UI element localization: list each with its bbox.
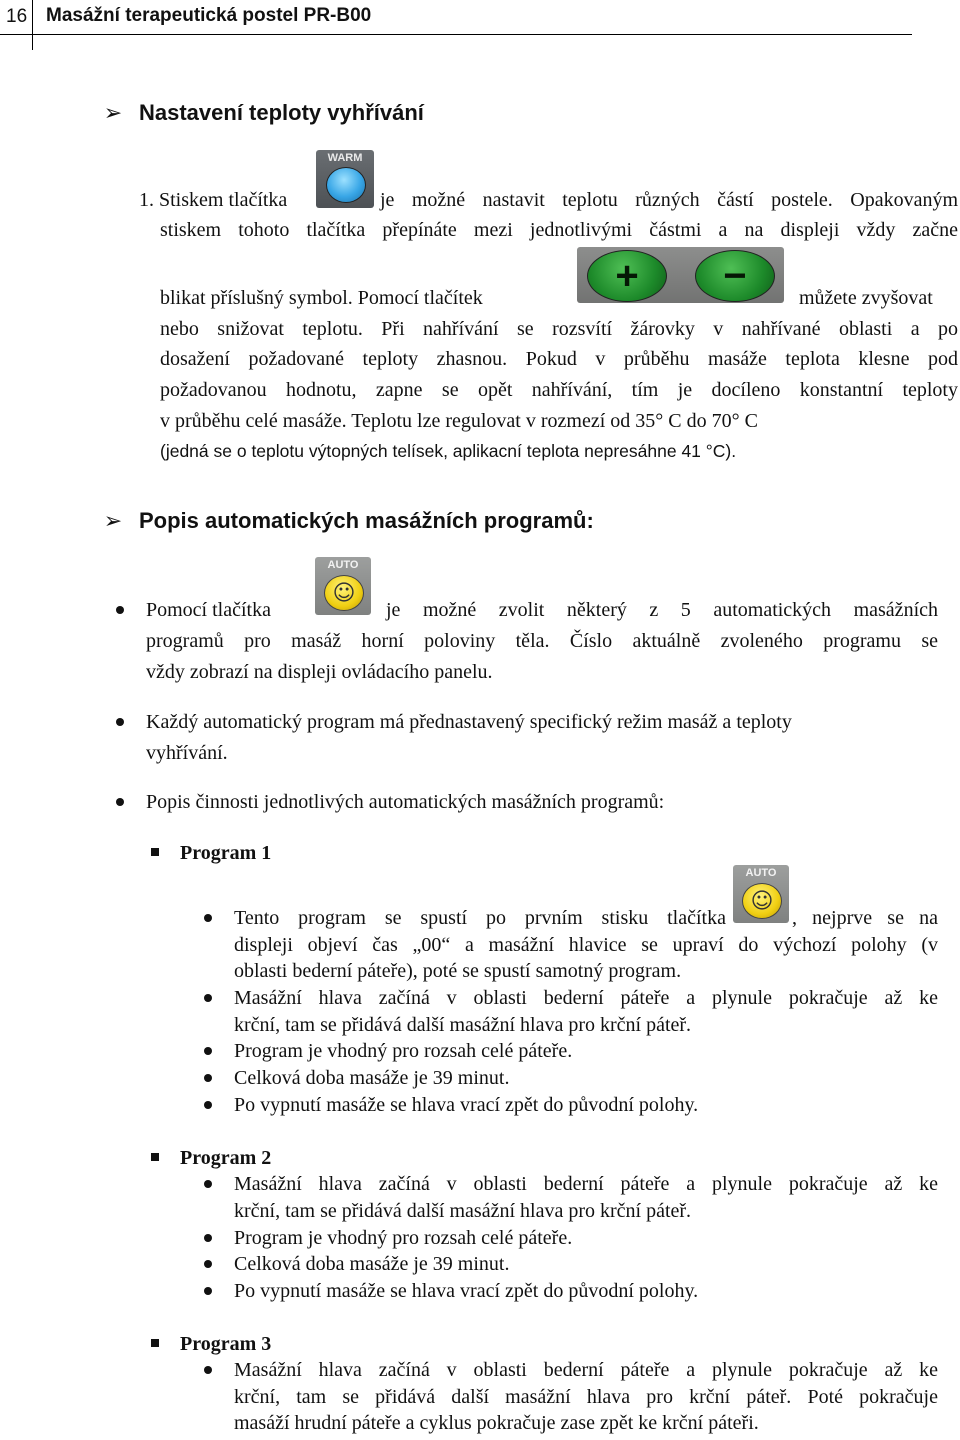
list-bullet: [204, 1101, 212, 1109]
paragraph-line: v průběhu celé masáže. Teplotu lze regulovat v rozmezí od 35° C do 70° C: [160, 410, 758, 432]
smiley-icon: ☺: [742, 883, 782, 919]
paragraph-line: blikat příslušný symbol. Pomocí tlačítek: [160, 287, 483, 309]
section-heading-programs: Popis automatických masážních programů:: [139, 508, 594, 533]
plus-button-icon: +: [587, 250, 667, 302]
paragraph-line: Masážní hlava začíná v oblasti bederní páteře a plynule pokračuje až ke: [234, 1173, 938, 1195]
list-bullet: [204, 1234, 212, 1242]
paragraph-line: Program je vhodný pro rozsah celé páteře.: [234, 1227, 573, 1249]
list-bullet: [204, 1287, 212, 1295]
page-number: 16: [6, 6, 28, 27]
list-bullet: [204, 1260, 212, 1268]
document-title: Masážní terapeutická postel PR-B00: [46, 5, 372, 26]
list-bullet: [116, 606, 124, 614]
paragraph-line: vždy zobrazí na displeji ovládacího panelu.: [146, 661, 493, 683]
paragraph-line: Celková doba masáže je 39 minut.: [234, 1067, 510, 1089]
paragraph-line: Tento program se spustí po prvním stisku tlačítka: [234, 907, 726, 929]
square-bullet-icon: [151, 1153, 159, 1161]
paragraph-line: Po vypnutí masáže se hlava vrací zpět do původní polohy.: [234, 1094, 699, 1116]
list-bullet: [204, 1366, 212, 1374]
paragraph-line: krční, tam se přidává další masážní hlava pro krční páteř. Poté pokračuje: [234, 1386, 938, 1408]
paragraph-line: , nejprve se na: [792, 907, 938, 929]
paragraph-note: (jedná se o teplotu výtopných telísek, aplikacní teplota nepresáhne 41 °C).: [160, 441, 737, 461]
paragraph-line: 1. Stiskem tlačítka: [139, 189, 288, 211]
auto-button-label: AUTO: [327, 559, 359, 571]
paragraph-line: můžete zvyšovat: [799, 287, 933, 309]
header-divider-vertical: [32, 0, 33, 50]
paragraph-line: krční, tam se přidává další masážní hlava pro krční páteř.: [234, 1014, 692, 1036]
auto-button-image: [315, 557, 371, 615]
paragraph-line: masáží hrudní páteře a cyklus pokračuje zase zpět ke krční páteři.: [234, 1412, 759, 1434]
list-bullet: [204, 994, 212, 1002]
paragraph-line: krční, tam se přidává další masážní hlava pro krční páteř.: [234, 1200, 692, 1222]
auto-button-label: AUTO: [745, 867, 777, 879]
paragraph-line: Program je vhodný pro rozsah celé páteře.: [234, 1040, 573, 1062]
program-title: Program 2: [180, 1147, 272, 1169]
paragraph-line: Pomocí tlačítka: [146, 599, 271, 621]
paragraph-line: je možné zvolit některý z 5 automatických masážních: [386, 599, 938, 621]
header-divider-horizontal: [0, 34, 912, 35]
warm-button-image: [316, 150, 374, 208]
arrow-bullet-icon: ➢: [103, 100, 123, 125]
paragraph-line: stiskem tohoto tlačítka přepínáte mezi jednotlivými částmi a na displeji vždy začne: [160, 219, 958, 241]
auto-button-image: [733, 865, 789, 923]
paragraph-line: Celková doba masáže je 39 minut.: [234, 1253, 510, 1275]
list-bullet: [204, 1180, 212, 1188]
square-bullet-icon: [151, 1339, 159, 1347]
list-bullet: [204, 1047, 212, 1055]
paragraph-line: Každý automatický program má přednastavený specifický režim masáž a teploty: [146, 711, 792, 733]
list-bullet: [204, 914, 212, 922]
paragraph-line: vyhřívání.: [146, 742, 228, 764]
program-title: Program 1: [180, 842, 272, 864]
list-bullet: [116, 718, 124, 726]
warm-button-label: WARM: [327, 152, 363, 164]
square-bullet-icon: [151, 848, 159, 856]
paragraph-line: požadovanou hodnotu, zapne se opět nahřívání, tím je docíleno konstantní teploty: [160, 379, 958, 401]
paragraph-line: je možné nastavit teplotu různých částí postele. Opakovaným: [380, 189, 958, 211]
plus-minus-buttons-image: [577, 247, 784, 303]
paragraph-line: programů pro masáž horní poloviny těla. Číslo aktuálně zvoleného programu se: [146, 630, 938, 652]
paragraph-line: Po vypnutí masáže se hlava vrací zpět do původní polohy.: [234, 1280, 699, 1302]
warm-button-icon: [326, 167, 366, 203]
list-bullet: [204, 1074, 212, 1082]
paragraph-line: dosažení požadované teploty zhasnou. Pokud v průběhu masáže teplota klesne pod: [160, 348, 958, 370]
section-heading-heating: Nastavení teploty vyhřívání: [139, 100, 424, 125]
paragraph-line: nebo snižovat teplotu. Při nahřívání se rozsvítí žárovky v nahřívané oblasti a po: [160, 318, 958, 340]
arrow-bullet-icon: ➢: [103, 508, 123, 533]
paragraph-line: oblasti bederní páteře), poté se spustí samotný program.: [234, 960, 682, 982]
list-bullet: [116, 798, 124, 806]
paragraph-line: displeji objeví čas „00“ a masážní hlavice se upraví do výchozí polohy (v: [234, 934, 938, 956]
minus-button-icon: −: [695, 250, 775, 302]
paragraph-line: Popis činnosti jednotlivých automatických masážních programů:: [146, 791, 665, 813]
program-title: Program 3: [180, 1333, 272, 1355]
paragraph-line: Masážní hlava začíná v oblasti bederní páteře a plynule pokračuje až ke: [234, 987, 938, 1009]
smiley-icon: ☺: [324, 575, 364, 611]
paragraph-line: Masážní hlava začíná v oblasti bederní páteře a plynule pokračuje až ke: [234, 1359, 938, 1381]
